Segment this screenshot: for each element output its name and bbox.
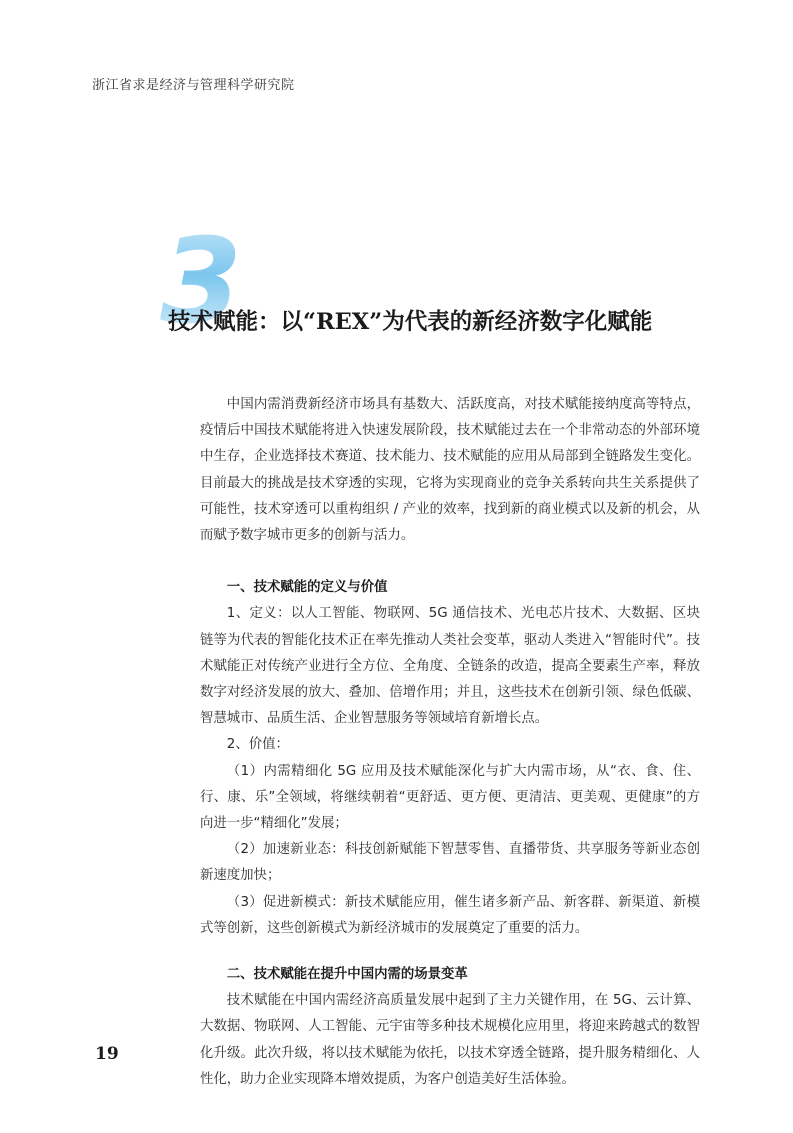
value-item-2: （2）加速新业态：科技创新赋能下智慧零售、直播带货、共享服务等新业态创新速度加快；: [200, 842, 700, 884]
spacer: [200, 549, 700, 575]
page-number: 19: [95, 1044, 119, 1064]
chapter-title: 技术赋能：以“REX”为代表的新经济数字化赋能: [168, 309, 653, 335]
value-label: 2、价值：: [226, 737, 289, 753]
chapter-number: 3: [160, 222, 260, 340]
intro-paragraph: 中国内需消费新经济市场具有基数大、活跃度高，对技术赋能接纳度高等特点，疫情后中国技术赋能将进入快速发展阶段，技术赋能过去在一个非常动态的外部环境中生存，企业选择技术赛道、技术能力、技术赋能的应用从局部到全链路发生变化。目前最大的挑战是技术穿透的实现，它将为实现商业的竞争关系转向共生关系提供了可能性，技术穿透可以重构组织 / 产业的效率，找到新的商业模式以及新的机会，从而赋予数字城市更多的创新与活力。: [200, 397, 700, 544]
definition-paragraph: 1、定义：以人工智能、物联网、5G 通信技术、光电芯片技术、大数据、区块链等为代表的智能化技术正在率先推动人类社会变革，驱动人类进入“智能时代”。技术赋能正对传统产业进行全方位、全角度、全链条的改造，提高全要素生产率，释放数字对经济发展的放大、叠加、倍增作用；并且，这些技术在创新引领、绿色低碳、智慧城市、品质生活、企业智慧服务等领域培育新增长点。: [200, 606, 700, 727]
value-item-3: （3）促进新模式：新技术赋能应用，催生诸多新产品、新客群、新渠道、新模式等创新，这些创新模式为新经济城市的发展奠定了重要的活力。: [200, 894, 700, 936]
body-content: [200, 392, 700, 1093]
value-item-1: （1）内需精细化 5G 应用及技术赋能深化与扩大内需市场，从“衣、食、住、行、康、乐”全领域，将继续朝着“更舒适、更方便、更清洁、更美观、更健康”的方向进一步“精细化”发展；: [200, 763, 700, 832]
section-heading-1: 一、技术赋能的定义与价值: [226, 580, 388, 596]
header-organization: 浙江省求是经济与管理科学研究院: [92, 78, 295, 93]
spacer: [200, 942, 700, 962]
section2-paragraph: 技术赋能在中国内需经济高质量发展中起到了主力关键作用，在 5G、云计算、大数据、物联网、人工智能、元宇宙等多种技术规模化应用里，将迎来跨越式的数智化升级。此次升级，将以技术赋能为依托，以技术穿透全链路，提升服务精细化、人性化，助力企业实现降本增效提质，为客户创造美好生活体验。: [200, 993, 700, 1087]
section-heading-2: 二、技术赋能在提升中国内需的场景变革: [226, 967, 468, 983]
